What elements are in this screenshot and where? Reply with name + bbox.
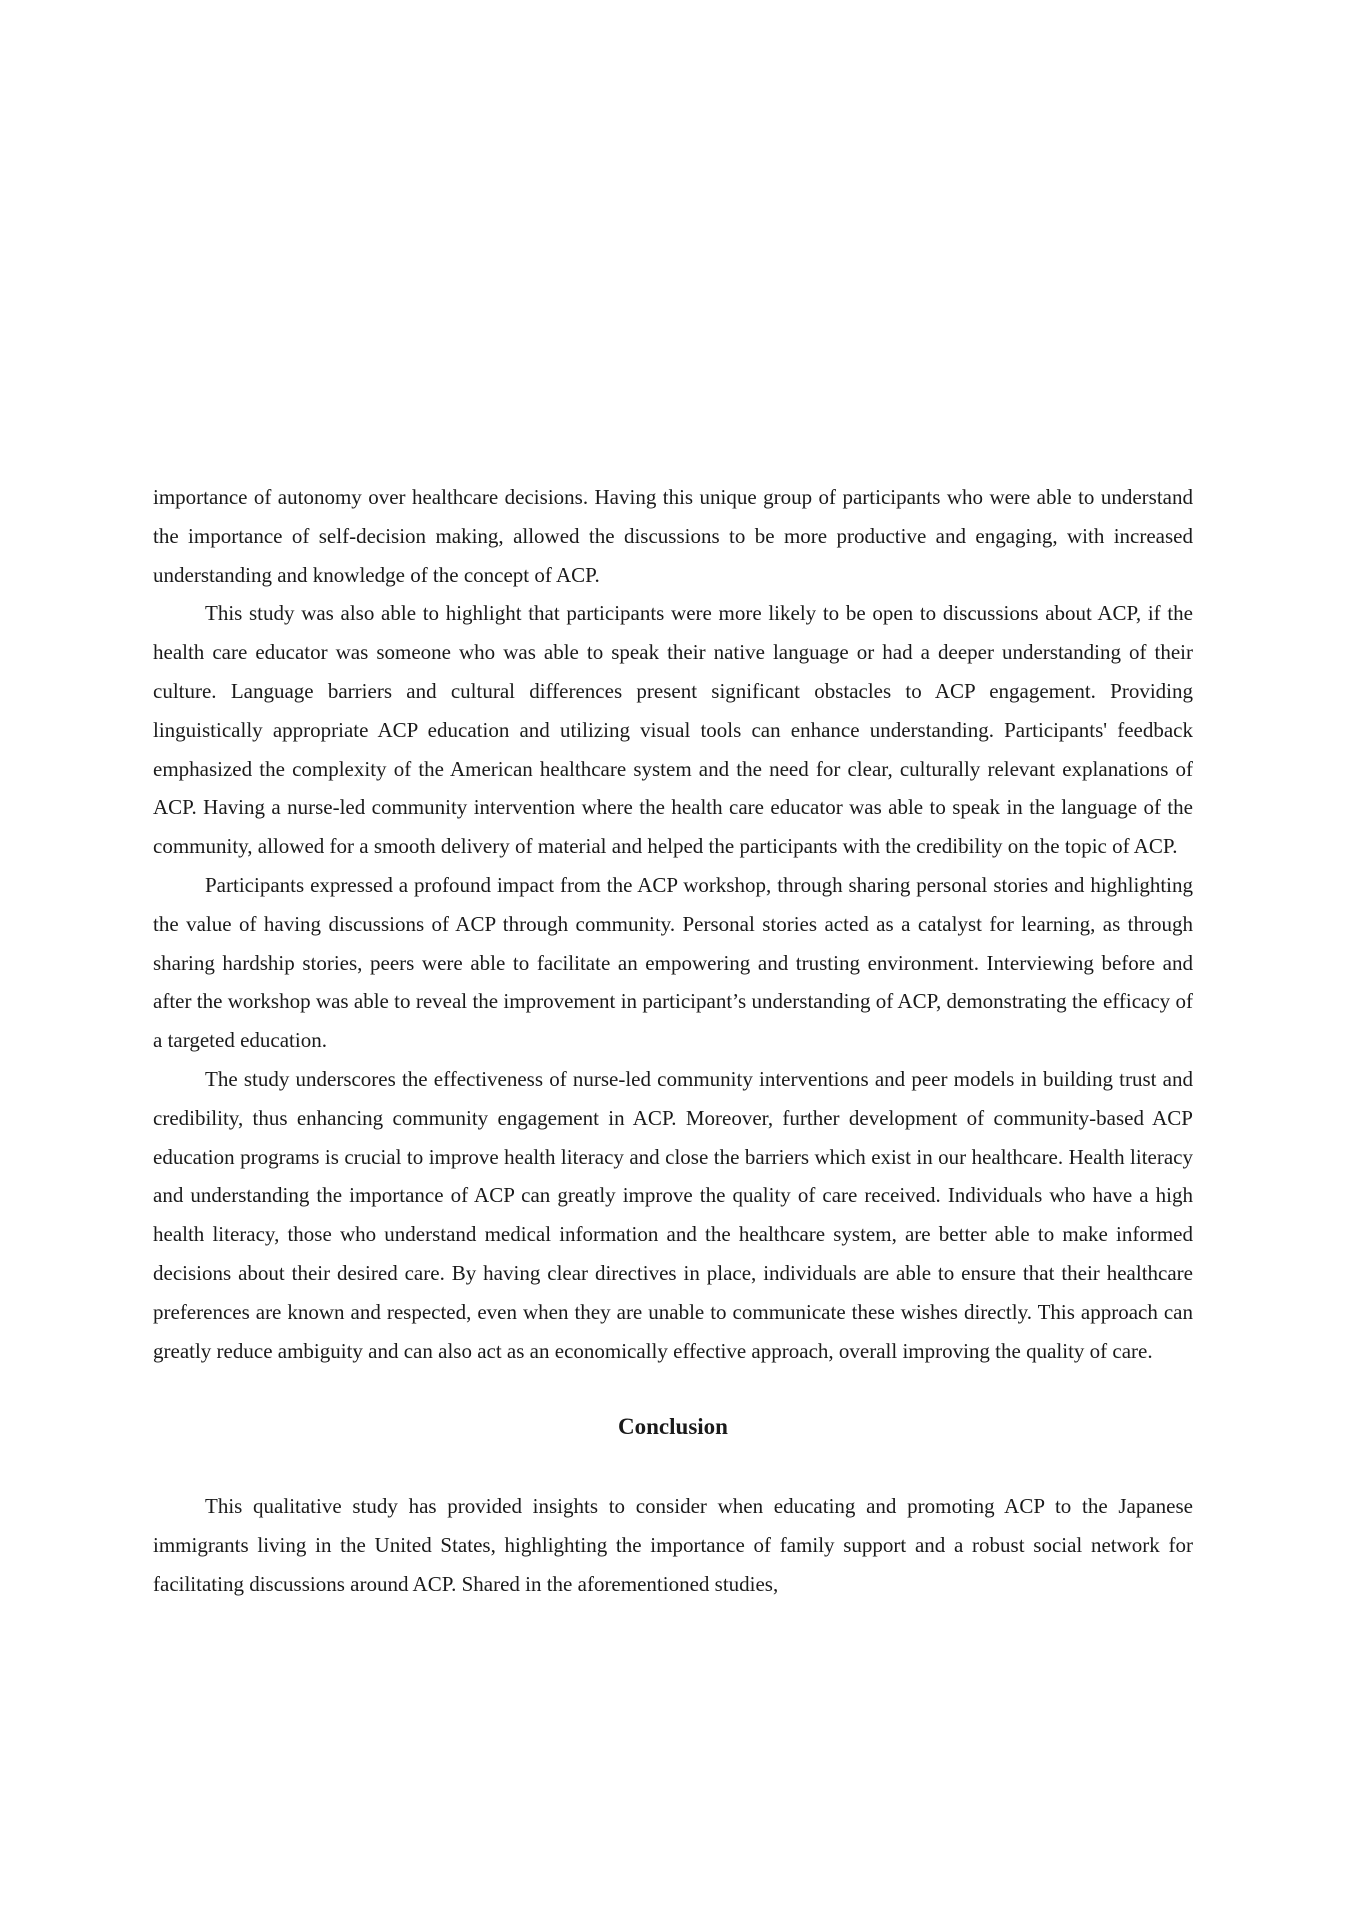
section-heading-conclusion: Conclusion [618, 1414, 728, 1440]
paragraph-continued: importance of autonomy over healthcare decisions. Having this unique group of participants who were able to understand the importance of self-decision making, allowed the discussions to be more productive and engaging, with increased understanding and knowledge of the concept of ACP. [153, 485, 1193, 587]
paragraph-workshop-impact: Participants expressed a profound impact from the ACP workshop, through sharing personal stories and highlighting the value of having discussions of ACP through community. Personal stories acted as a catalyst for learning, as through sharing hardship stories, peers were able to facilitate an empowering and trusting environment. Interviewing before and after the workshop was able to reveal the improvement in participant’s understanding of ACP, demonstrating the efficacy of a targeted education. [153, 872, 1193, 1053]
paragraph-language-barriers: This study was also able to highlight that participants were more likely to be open to discussions about ACP, if the health care educator was someone who was able to speak their native language or had a deeper understanding of their culture. Language barriers and cultural differences present significant obstacles to ACP engagement. Providing linguistically appropriate ACP education and utilizing visual tools can enhance understanding. Participants' feedback emphasized the complexity of the American healthcare system and the need for clear, culturally relevant explanations of ACP. Having a nurse-led community intervention where the health care educator was able to speak in the language of the community, allowed for a smooth delivery of material and helped the participants with the credibility on the topic of ACP. [153, 601, 1193, 859]
paragraph-nurse-led-interventions: The study underscores the effectiveness of nurse-led community interventions and peer models in building trust and credibility, thus enhancing community engagement in ACP. Moreover, further development of community-based ACP education programs is crucial to improve health literacy and close the barriers which exist in our healthcare. Health literacy and understanding the importance of ACP can greatly improve the quality of care received. Individuals who have a high health literacy, those who understand medical information and the healthcare system, are better able to make informed decisions about their desired care. By having clear directives in place, individuals are able to ensure that their healthcare preferences are known and respected, even when they are unable to communicate these wishes directly. This approach can greatly reduce ambiguity and can also act as an economically effective approach, overall improving the quality of care. [153, 1066, 1193, 1363]
document-page [153, 478, 1193, 1604]
paragraph-conclusion: This qualitative study has provided insights to consider when educating and promoting ACP to the Japanese immigrants living in the United States, highlighting the importance of family support and a robust social network for facilitating discussions around ACP. Shared in the aforementioned studies, [153, 1494, 1193, 1596]
